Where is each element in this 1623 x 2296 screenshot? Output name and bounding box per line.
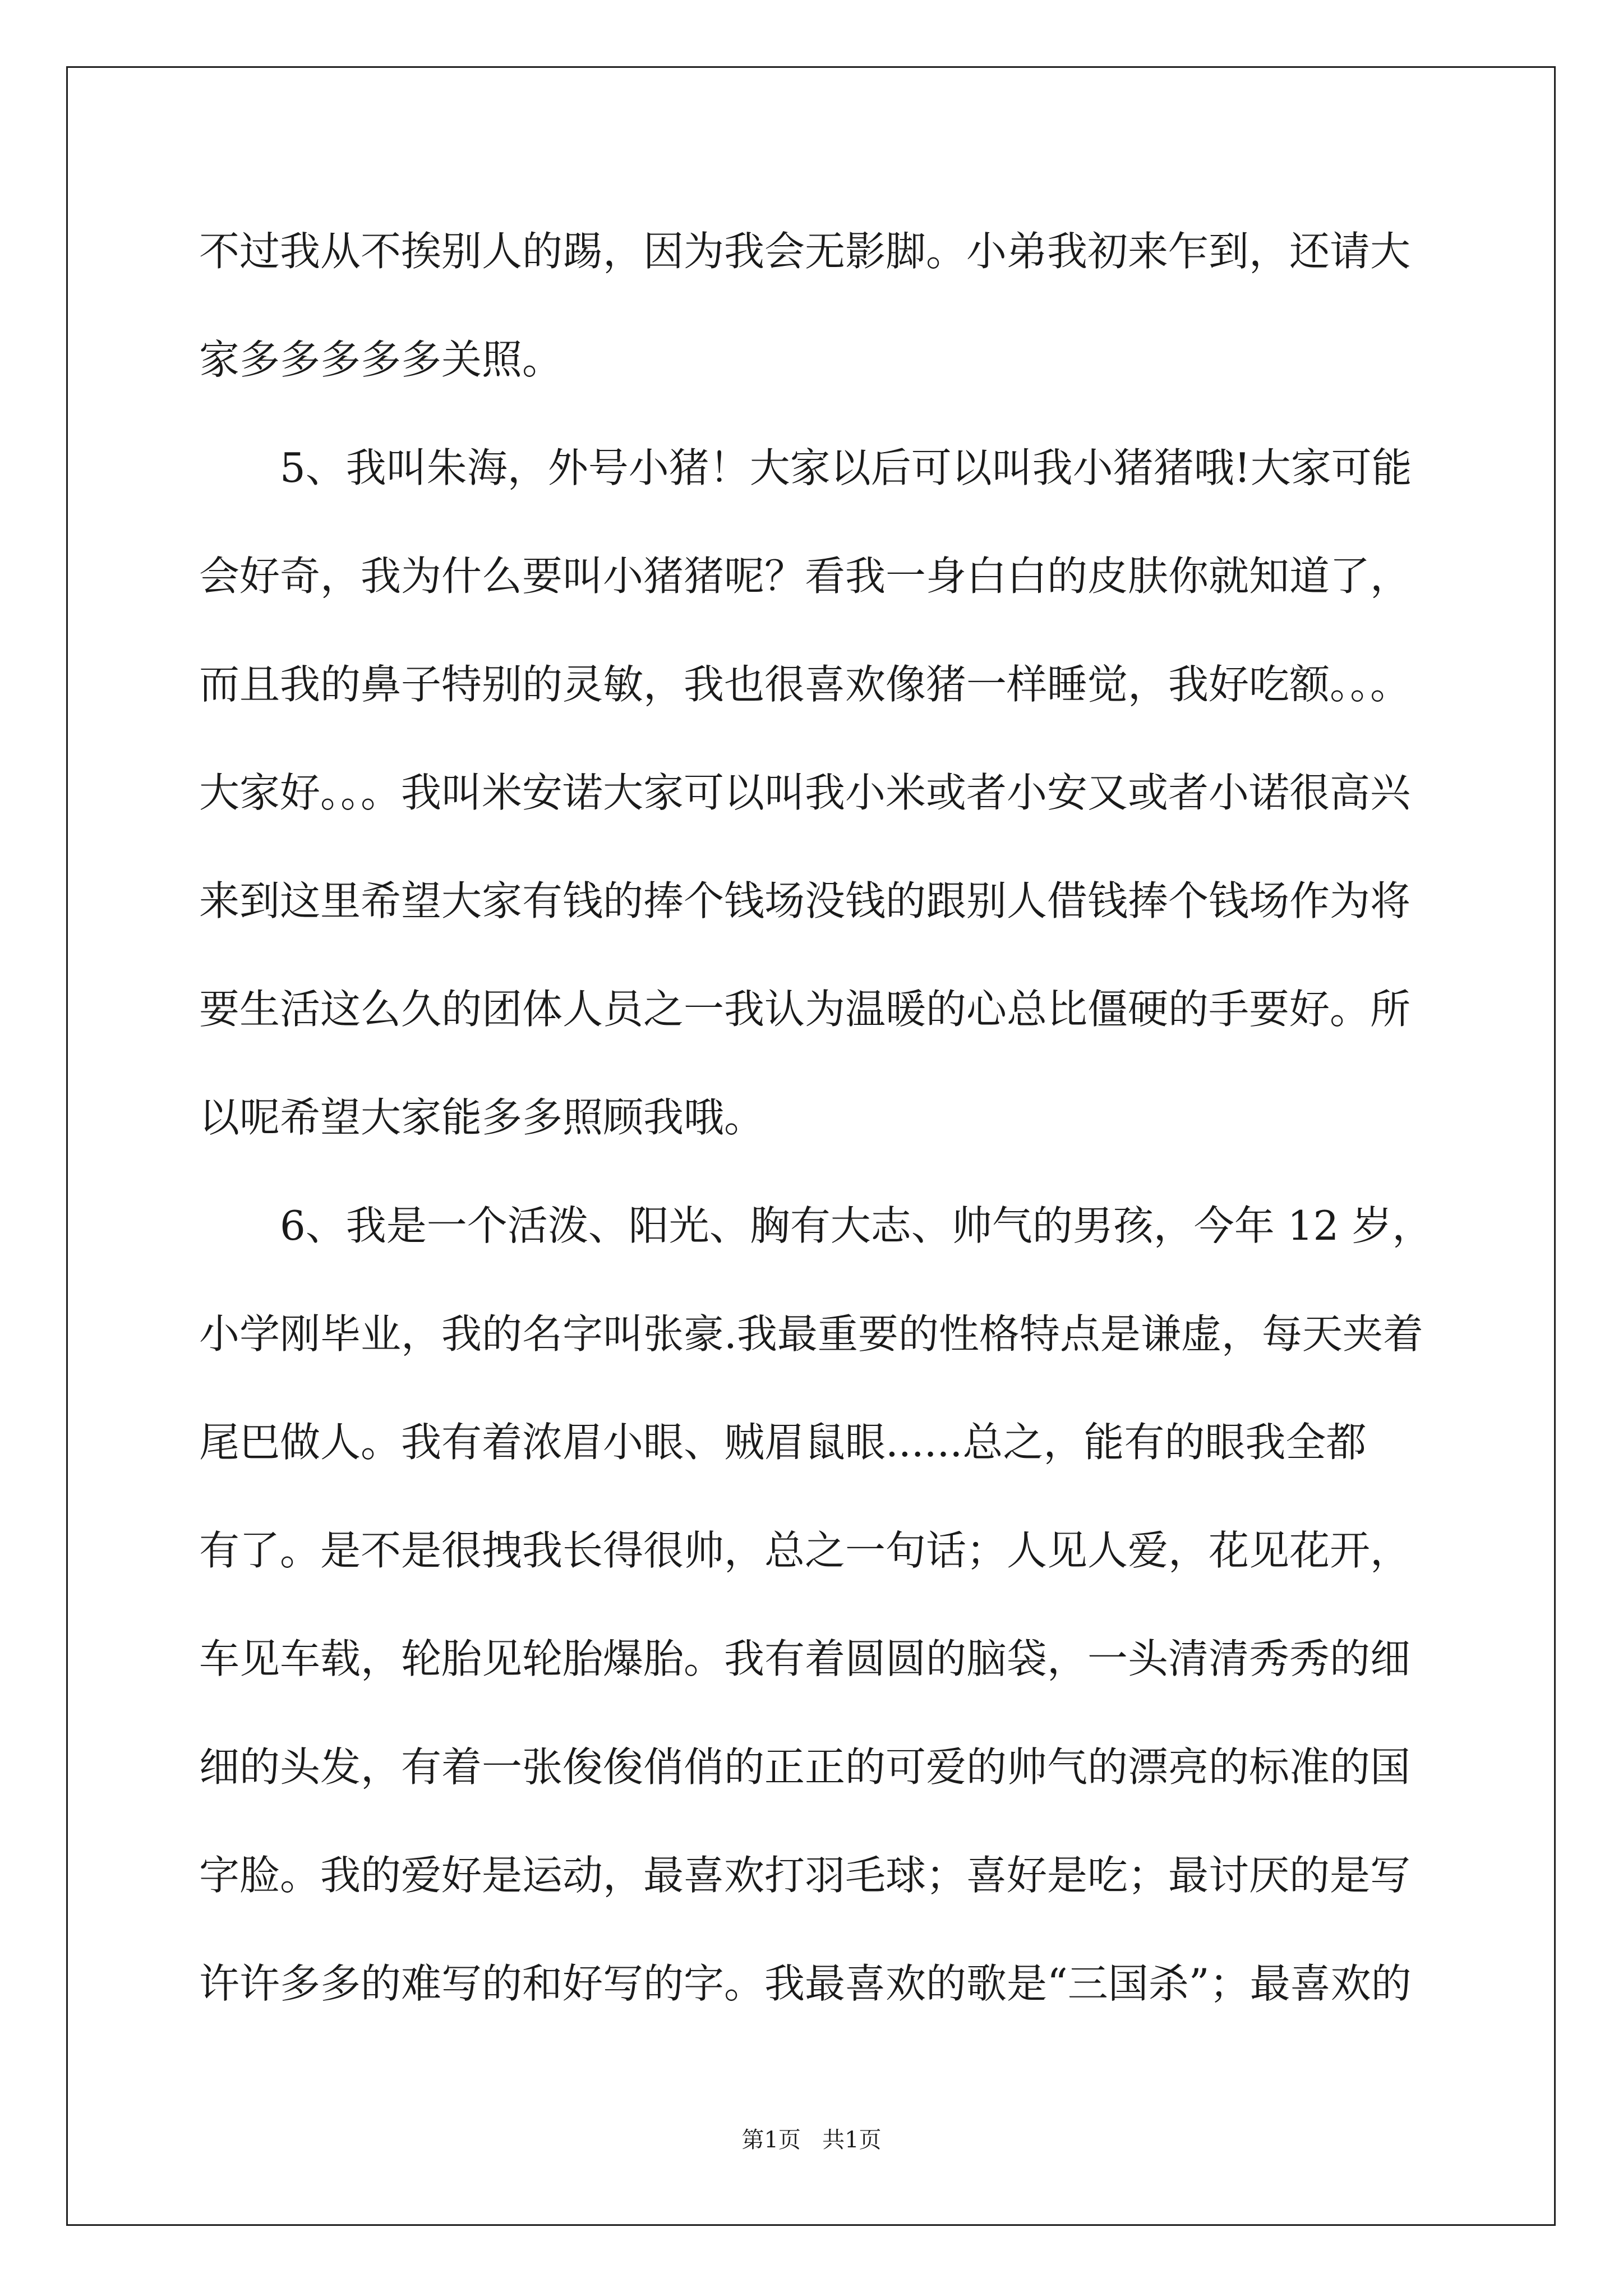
text-line-17: 许许多多的难写的和好写的字。我最喜欢的歌是“三国杀”；最喜欢的 (199, 1960, 1412, 2007)
text-line-13: 有了。是不是很拽我长得很帅，总之一句话；人见人爱，花见花开， (199, 1527, 1411, 1574)
page-number: 第1页 (741, 2127, 801, 2153)
text-line-3: 5、我叫朱海，外号小猪！大家以后可以叫我小猪猪哦!大家可能 (280, 444, 1412, 491)
text-line-12: 尾巴做人。我有着浓眉小眼、贼眉鼠眼......总之，能有的眼我全都 (199, 1419, 1367, 1466)
text-line-2: 家多多多多多关照。 (199, 336, 563, 383)
text-line-10: 6、我是一个活泼、阳光、胸有大志、帅气的男孩，今年 12 岁， (280, 1202, 1433, 1249)
text-line-8: 要生活这么久的团体人员之一我认为温暖的心总比僵硬的手要好。所 (199, 986, 1411, 1033)
text-line-14: 车见车载，轮胎见轮胎爆胎。我有着圆圆的脑袋，一头清清秀秀的细 (199, 1635, 1411, 1682)
text-line-1: 不过我从不挨别人的踢，因为我会无影脚。小弟我初来乍到，还请大 (199, 228, 1411, 275)
text-line-11: 小学刚毕业，我的名字叫张豪.我最重要的性格特点是谦虚，每天夹着 (199, 1310, 1423, 1358)
text-line-16: 字脸。我的爱好是运动，最喜欢打羽毛球；喜好是吃；最讨厌的是写 (199, 1852, 1411, 1899)
text-line-5: 而且我的鼻子特别的灵敏，我也很喜欢像猪一样睡觉，我好吃额。。。 (199, 661, 1411, 708)
text-line-4: 会好奇，我为什么要叫小猪猪呢？看我一身白白的皮肤你就知道了， (199, 553, 1411, 600)
text-line-15: 细的头发，有着一张俊俊俏俏的正正的可爱的帅气的漂亮的标准的国 (199, 1743, 1411, 1791)
text-line-7: 来到这里希望大家有钱的捧个钱场没钱的跟别人借钱捧个钱场作为将 (199, 877, 1411, 924)
page-footer (0, 2126, 1623, 2154)
text-line-9: 以呢希望大家能多多照顾我哦。 (199, 1094, 765, 1141)
page-total: 共1页 (822, 2127, 882, 2153)
text-line-6: 大家好。。。我叫米安诺大家可以叫我小米或者小安又或者小诺很高兴 (199, 769, 1411, 816)
